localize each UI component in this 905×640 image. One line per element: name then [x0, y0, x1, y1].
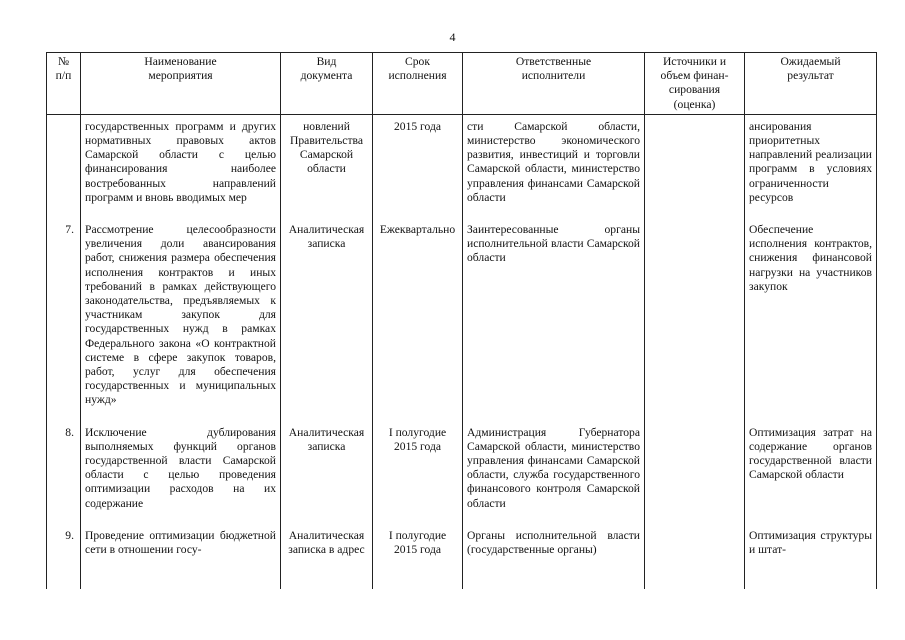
cell-result: Оптимизация затрат на содержание органов государственной власти Самарской области	[745, 426, 877, 511]
cell-term: Ежеквартально	[373, 223, 463, 408]
header-result: Ожидаемый результат	[745, 53, 877, 115]
cell-responsible: Органы исполнительной власти (государственные органы)	[463, 529, 645, 589]
header-num: № п/п	[47, 53, 81, 115]
cell-doc: новлений Правительства Самарской области	[281, 114, 373, 205]
cell-responsible: Администрация Губернатора Самарской области, министерство управления финансами Самарской области, служба государственного финансового контроля Самарской области	[463, 426, 645, 511]
cell-responsible: сти Самарской области, министерство экономического развития, инвестиций и торговли Самарской области, министерство управления финансами Самарской области	[463, 114, 645, 205]
header-sources: Источники и объем финан- сирования (оценка)	[645, 53, 745, 115]
cell-result: Оптимизация структуры и штат-	[745, 529, 877, 589]
header-responsible: Ответственные исполнители	[463, 53, 645, 115]
table-row	[47, 114, 877, 205]
header-name: Наименование мероприятия	[81, 53, 281, 115]
cell-num: 9.	[47, 529, 81, 589]
row-spacer	[47, 205, 877, 223]
cell-name: Проведение оптимизации бюджетной сети в отношении госу-	[81, 529, 281, 589]
cell-sources	[645, 529, 745, 589]
cell-term: I полугодие 2015 года	[373, 529, 463, 589]
cell-doc: Аналитическая записка в адрес	[281, 529, 373, 589]
cell-name: Рассмотрение целесообразности увеличения доли авансирования работ, снижения размера обеспечения исполнения контрактов и иных требований в рамках действующего законодательства, предъявляемых к участникам закупок для государственных нужд в рамках Федерального закона «О контрактной системе в сфере закупок товаров, работ, услуг для обеспечения государственных и муниципальных нужд»	[81, 223, 281, 408]
cell-doc: Аналитическая записка	[281, 426, 373, 511]
cell-result: ансирования приоритетных направлений реализации программ в условиях ограниченности ресурсов	[745, 114, 877, 205]
cell-result: Обеспечение исполнения контрактов, снижения финансовой нагрузки на участников закупок	[745, 223, 877, 408]
header-doc: Вид документа	[281, 53, 373, 115]
table-row	[47, 223, 877, 408]
measures-table	[46, 52, 877, 589]
cell-sources	[645, 223, 745, 408]
cell-name: Исключение дублирования выполняемых функций органов государственной власти Самарской области с целью проведения оптимизации расходов на их содержание	[81, 426, 281, 511]
header-term: Срок исполнения	[373, 53, 463, 115]
table-header-row	[47, 53, 877, 115]
cell-name: государственных программ и других нормативных правовых актов Самарской области с целью финансирования наиболее востребованных направлений программ и вновь вводимых мер	[81, 114, 281, 205]
cell-doc: Аналитическая записка	[281, 223, 373, 408]
cell-num: 8.	[47, 426, 81, 511]
cell-term: I полугодие 2015 года	[373, 426, 463, 511]
cell-term: 2015 года	[373, 114, 463, 205]
table-row	[47, 426, 877, 511]
cell-responsible: Заинтересованные органы исполнительной власти Самарской области	[463, 223, 645, 408]
cell-sources	[645, 114, 745, 205]
cell-sources	[645, 426, 745, 511]
table-row	[47, 529, 877, 589]
row-spacer	[47, 511, 877, 529]
page-number: 4	[449, 30, 456, 44]
row-spacer	[47, 408, 877, 426]
cell-num: 7.	[47, 223, 81, 408]
cell-num	[47, 114, 81, 205]
